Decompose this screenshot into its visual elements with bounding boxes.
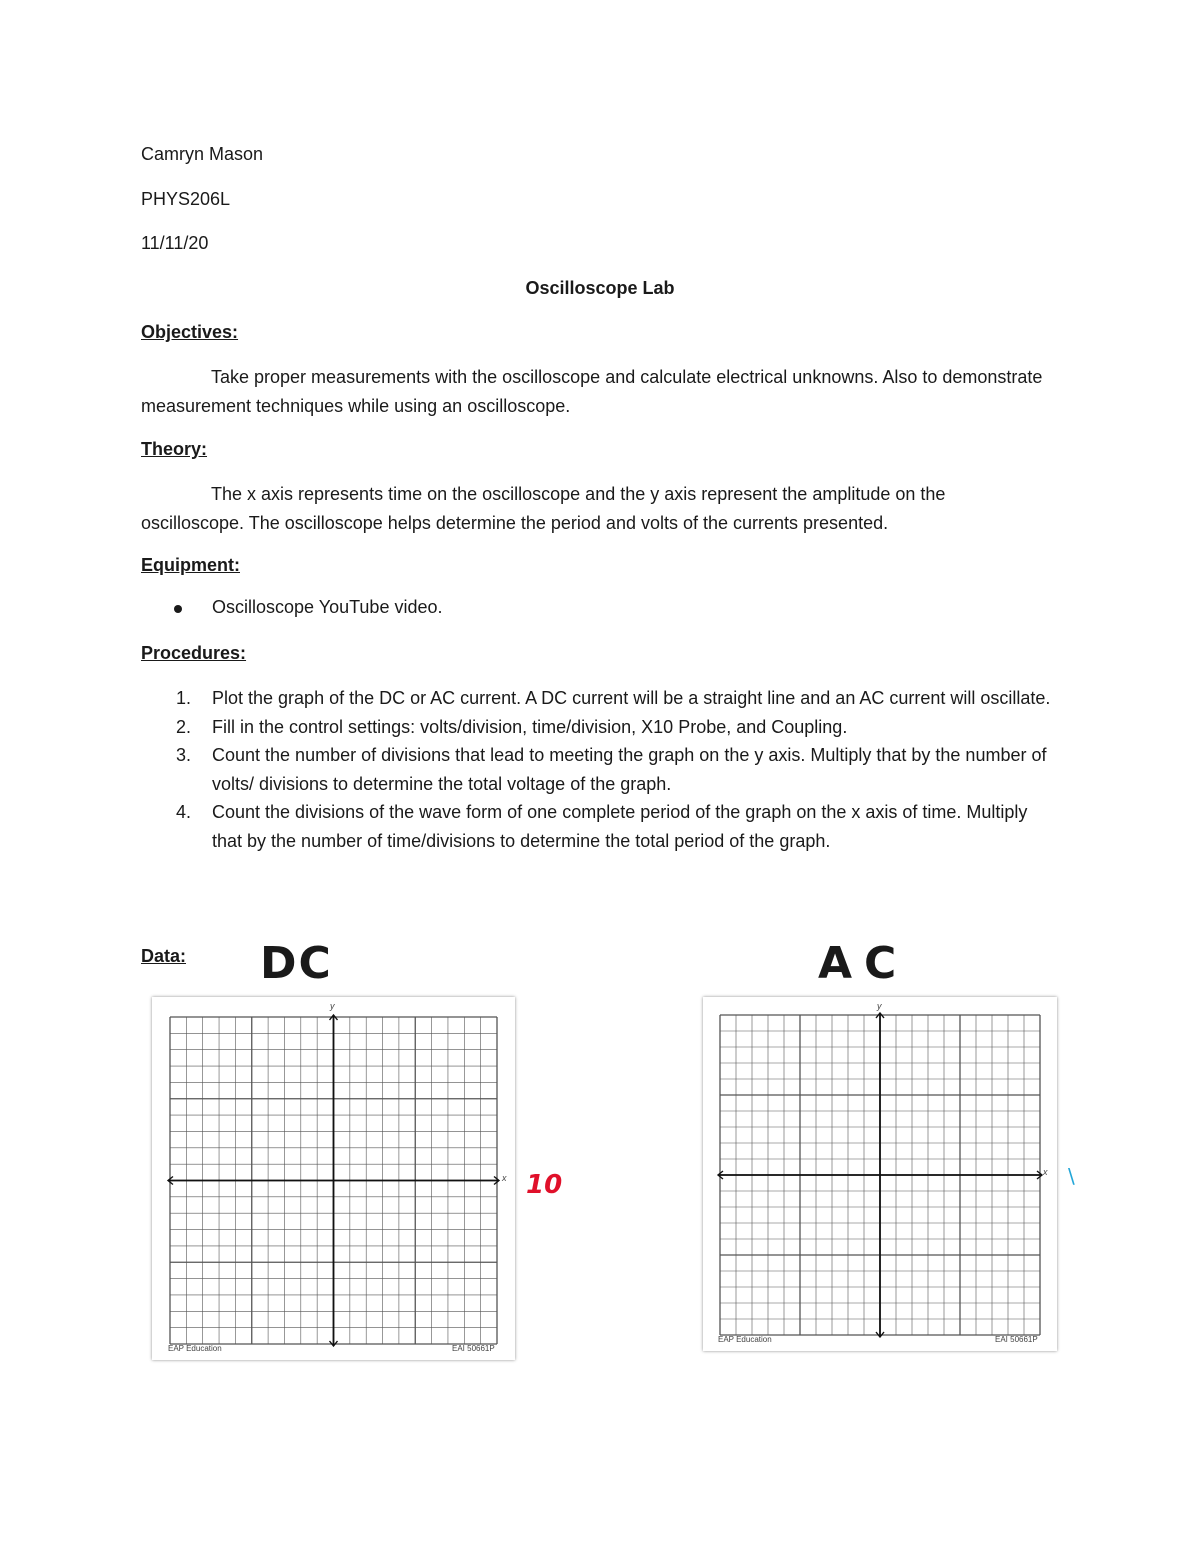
ac-graph-footer-right: EAI 50661P [995, 1335, 1038, 1344]
procedure-step: 4. Count the divisions of the wave form of one complete period of the graph on the x axis of time. Multiply that by the number of time/divisions to determine the total period of the graph. [176, 802, 1028, 851]
procedure-step: 1. Plot the graph of the DC or AC current. A DC current will be a straight line and an AC current will oscillate. [176, 688, 1051, 708]
dc-graph-y-axis-label: y [330, 1001, 335, 1011]
ac-side-mark: \ [1068, 1164, 1075, 1188]
report-date: 11/11/20 [141, 233, 209, 253]
procedures-list [141, 684, 1056, 855]
objectives-text: Take proper measurements with the oscilloscope and calculate electrical unknowns. Also to demonstrate measurement techniques while using an oscilloscope. [141, 367, 1043, 416]
dc-graph-footer-right: EAI 50661P [452, 1344, 495, 1353]
procedure-step: 3. Count the number of divisions that lead to meeting the graph on the y axis. Multiply that by the number of volts/ divisions to determine the total voltage of the graph. [176, 745, 1047, 794]
dc-graph-card [152, 997, 515, 1360]
ac-graph-grid [703, 997, 1057, 1351]
ac-handwritten-label: AC [818, 938, 909, 989]
dc-graph-x-axis-label: x [502, 1173, 507, 1183]
bullet-icon [174, 605, 182, 613]
course-code: PHYS206L [141, 189, 231, 209]
page-title: Oscilloscope Lab [525, 278, 675, 298]
theory-heading: Theory: [141, 439, 208, 459]
author-name: Camryn Mason [141, 144, 264, 164]
ac-graph-y-axis-label: y [877, 1001, 882, 1011]
ac-graph-x-axis-label: x [1043, 1167, 1048, 1177]
data-heading: Data: [141, 946, 187, 966]
dc-side-mark: 10 [526, 1170, 563, 1200]
theory-text: The x axis represents time on the oscilloscope and the y axis represent the amplitude on the oscilloscope. The oscilloscope helps determine the period and volts of the currents presented. [141, 484, 946, 533]
ac-graph-footer-left: EAP Education [718, 1335, 772, 1344]
procedure-step: 2. Fill in the control settings: volts/division, time/division, X10 Probe, and Coupling. [176, 716, 848, 737]
ac-graph-card [703, 997, 1057, 1351]
objectives-heading: Objectives: [141, 322, 239, 342]
dc-graph-grid [152, 997, 515, 1360]
procedures-heading: Procedures: [141, 643, 247, 663]
equipment-heading: Equipment: [141, 555, 240, 575]
dc-graph-footer-left: EAP Education [168, 1344, 222, 1353]
dc-handwritten-label: DC [260, 938, 333, 989]
